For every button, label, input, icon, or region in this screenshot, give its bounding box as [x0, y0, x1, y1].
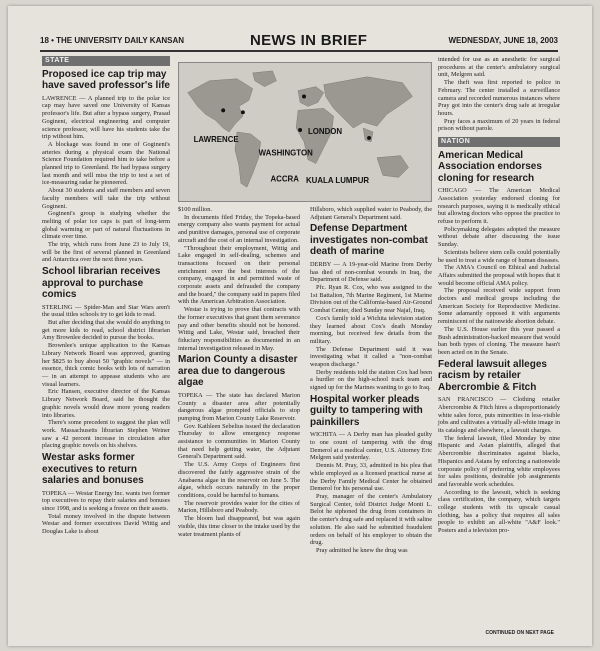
body-text: Gov. Kathleen Sebelius issued the declaration Thursday to allow emergency response assistance to communities in Marion County that need help getting water, the Adjutant General's Department said. [178, 422, 300, 461]
body-text: But after deciding that she would do anything to get more kids to read, school district librarian Amy Brownlee decided to pursue the books. [42, 319, 170, 342]
continued-notice: CONTINUED ON NEXT PAGE [485, 630, 554, 636]
headline-ice-cap: Proposed ice cap trip may have saved professor's life [42, 68, 170, 92]
body-text: Pray admitted he knew the drug was [316, 546, 408, 554]
body-text: Scientists believe stem cells could potentially be used to treat a wide range of human diseases. [438, 248, 560, 264]
map-label-kuala-lumpur: KUALA LUMPUR [305, 176, 370, 186]
body-text: Dennis M. Pray, 33, admitted in his plea that while employed as a licensed practical nurse at the Derby Family Medical Center he obtained Demerol for his personal use. [310, 462, 432, 493]
world-map [178, 62, 432, 202]
body-text: The reservoir provides water for the cities of Marion, Hillsboro and Peabody. [178, 499, 300, 515]
body-text: Cox's family told a Wichita television station they learned about Cox's death Monday morning, but received few details from the military. [310, 314, 432, 345]
body-text: The U.S. Army Corps of Engineers first discovered the fairly aggressive strain of the Anabaena algae in the reservoir on June 5. The algae, which occurs naturally in the proper conditions, could be harmful to humans. [178, 461, 300, 499]
body-text: WICHITA — A Derby man has pleaded guilty to one count of tampering with the drug Demerol at a medical center, U.S. Attorney Eric Melgren said yesterday. [310, 431, 432, 462]
body-text: SAN FRANCISCO — Clothing retailer Abercrombie & Fitch hires a disproportionately white sales force, puts minorities in less-visible jobs and cultivates a virtually all-white image in its catalogs and elsewhere, a lawsuit charges. [438, 396, 560, 435]
newspaper-page [8, 6, 592, 646]
headline-hospital: Hospital worker pleads guilty to tampering with painkillers [310, 393, 423, 428]
body-text: $100 million. [178, 206, 212, 213]
map-label-london: LONDON [307, 126, 343, 136]
body-text: Brownlee's unique application to the Kansas Library Network Board was approved, granting her $825 to buy about 50 "graphic novels" — in essence, thick comic books with lots of narration — in an attempt to appease students who are visual learners. [42, 342, 170, 388]
body-text: In documents filed Friday, the Topeka-based energy company also wants payment for actual and punitive damages, personal use of corporate aircraft and the cost of an internal investigation. [178, 213, 300, 244]
headline-marion: Marion County a disaster area due to dangerous algae [178, 354, 298, 389]
headline-westar: Westar asks former executives to return salaries and bonuses [42, 452, 144, 487]
body-text: The U.S. House earlier this year passed a Bush administration-backed measure that would ban both types of cloning. The measure hasn't been acted on in the Senate. [438, 325, 560, 356]
body-text: There's some precedent to suggest the plan will work. Massachusetts librarian Stephen Weiner saw a 42 percent increase in circulation after placing graphic novels on his shelves. [42, 419, 170, 450]
body-text: Policymaking delegates adopted the measure without debate after discussing the issue Sunday. [438, 225, 560, 249]
body-text: The AMA's Council on Ethical and Judicial Affairs submitted the proposal with hopes that it would become official AMA policy. [438, 264, 560, 287]
map-label-lawrence: LAWRENCE [193, 134, 239, 144]
body-text: Eric Hansen, executive director of the Kansas Library Network Board, said he thought the graphic novels would draw more young readers into libraries. [42, 388, 170, 419]
headline-ama: American Medical Association endorses cloning for research [438, 149, 542, 184]
headline-defense: Defense Department investigates non-combat death of marine [310, 223, 428, 258]
page-number: 18 • THE UNIVERSITY DAILY KANSAN [40, 36, 185, 45]
column-1 [42, 56, 170, 536]
body-text: LAWRENCE — A planned trip to the polar ice cap may have saved one University of Kansas professor's life. But after a bypass surgery, Prasad Gogineni, electrical engineering and computer science professor, will have his students take the trip without him. [42, 94, 170, 141]
body-text: Westar is trying to prove that contracts with the former executives that grant them severance pay and other benefits should not be honored. Wittig and Lake, Westar said, breached their fiduciary responsibilities as documented in an internal investigation released in May. [178, 306, 300, 352]
page-folio [40, 32, 558, 52]
body-text: Derby residents told the station Cox had been a hurdler on the high-school track team and signed up for the Marines wanting to go to Iraq. [310, 368, 432, 392]
body-text: Pfc. Ryan R. Cox, who was assigned to the 1st Battalion, 7th Marine Regiment, 1st Marine Division out of the California-based Air-Ground Combat Center, died Sunday near Najaf, Iraq. [310, 284, 432, 315]
body-text: "Throughout their employment, Wittig and Lake engaged in self-dealing, schemes and transactions focused on their personal enrichment over the best interests of the company, engaged in and permitted waste of corporate assets and defrauded the company and the board," the company said in papers filed with the American Arbitration Association. [178, 244, 300, 306]
body-text: TOPEKA — The state has declared Marion County a disaster area after potentially dangerous algae prompted officials to stop pumping from Marion County Lake Reservoir. [178, 391, 300, 422]
body-text: According to the lawsuit, which is seeking class certification, the company, which targets college students with its upscale casual clothing, has a policy that requires all sales people to exhibit an all-white "A&F look." Posters and a television pro- [438, 488, 560, 535]
map-label-accra: ACCRA [270, 174, 299, 184]
body-text: About 30 students and staff members and seven faculty members will take the trip without Gogineni. [42, 187, 170, 210]
state-section-label: STATE [42, 56, 170, 66]
headline-librarian: School librarian receives approval to purchase comics [42, 266, 161, 301]
body-text: Gogineni's group is studying whether the melting of polar ice caps is part of long-term global warming or part of natural fluctuations in climate over time. [42, 210, 170, 241]
body-text: CHICAGO — The American Medical Association yesterday endorsed cloning for research purposes, saying it is medically ethical but allowing doctors who oppose the practice to refuse to perform it. [438, 187, 560, 226]
body-text: intended for use as an anesthetic for surgical procedures at the center's ambulatory surgical unit, Melgren said. [438, 56, 560, 79]
body-text: Pray faces a maximum of 20 years in federal prison without parole. [438, 117, 560, 133]
body-text: A blockage was found in one of Gogineni's arteries during a physical exam the National Science Foundation required him to take before a planned trip to Greenland. He had bypass surgery last month and will miss the trip to test a set of ice-measuring radar he pioneered. [42, 140, 170, 187]
body-text: The Defense Department said it was investigating what it called a "non-combat weapon discharge." [310, 345, 432, 369]
column-3 [310, 206, 432, 555]
body-text: The bloom had disappeared, but was again visible, this time closer to the intake used by the water treatment plants of [178, 515, 300, 538]
map-label-washington: WASHINGTON [258, 148, 313, 158]
column-4 [438, 56, 560, 535]
body-text: The federal lawsuit, filed Monday by nine Hispanic and Asian plaintiffs, alleged that Abercrombie discriminates against blacks, Hispanics and Asians by enforcing a nationwide corporate policy of preferring white employees for sales positions, desirable job assignments and favorable work schedules. [438, 434, 560, 488]
body-text: STERLING — Spider-Man and Star Wars aren't the usual titles schools try to get kids to read. [42, 303, 170, 319]
headline-abercrombie: Federal lawsuit alleges racism by retailer Abercrombie & Fitch [438, 358, 547, 393]
column-2 [178, 206, 300, 538]
body-text: Total money involved in the dispute between Westar and former executives David Wittig and Douglas Lake is about [42, 512, 170, 536]
body-text: The theft was first reported to police in February. The center installed a surveillance camera and recorded numerous instances where Pray got into the center's drug safe at irregular hours. [438, 79, 560, 117]
body-text: DERBY — A 19-year-old Marine from Derby has died of non-combat wounds in Iraq, the Department of Defense said. [310, 260, 432, 284]
body-text: Pray, manager of the center's Ambulatory Surgical Center, told District Judge Monti L. Belot he siphoned the drug from containers in the center's drug safe and replaced it with saline solution. He also said he submitted fraudulent orders on behalf of his employer to obtain the drug. [310, 492, 432, 547]
body-text: The trip, which runs from June 23 to July 19, will be the first of several planned in Greenland and Antarctica over the next three years. [42, 241, 170, 264]
world-map-graphic [179, 63, 431, 201]
body-text: TOPEKA — Westar Energy Inc. wants two former top executives to repay their salaries and bonuses since 1998, and is seeking a freeze on their assets. [42, 489, 170, 512]
body-text: The proposal received wide support from doctors and medical groups including the American Society for Reproductive Medicine. Some adamantly opposed it with arguments reminiscent of the nationwide abortion debate. [438, 287, 560, 326]
nation-section-label: NATION [438, 137, 560, 147]
issue-date: WEDNESDAY, JUNE 18, 2003 [448, 36, 558, 45]
section-title: NEWS IN BRIEF [250, 32, 368, 49]
body-text: Hillsboro, which supplied water to Peabody, the Adjutant General's Department said. [310, 206, 432, 221]
